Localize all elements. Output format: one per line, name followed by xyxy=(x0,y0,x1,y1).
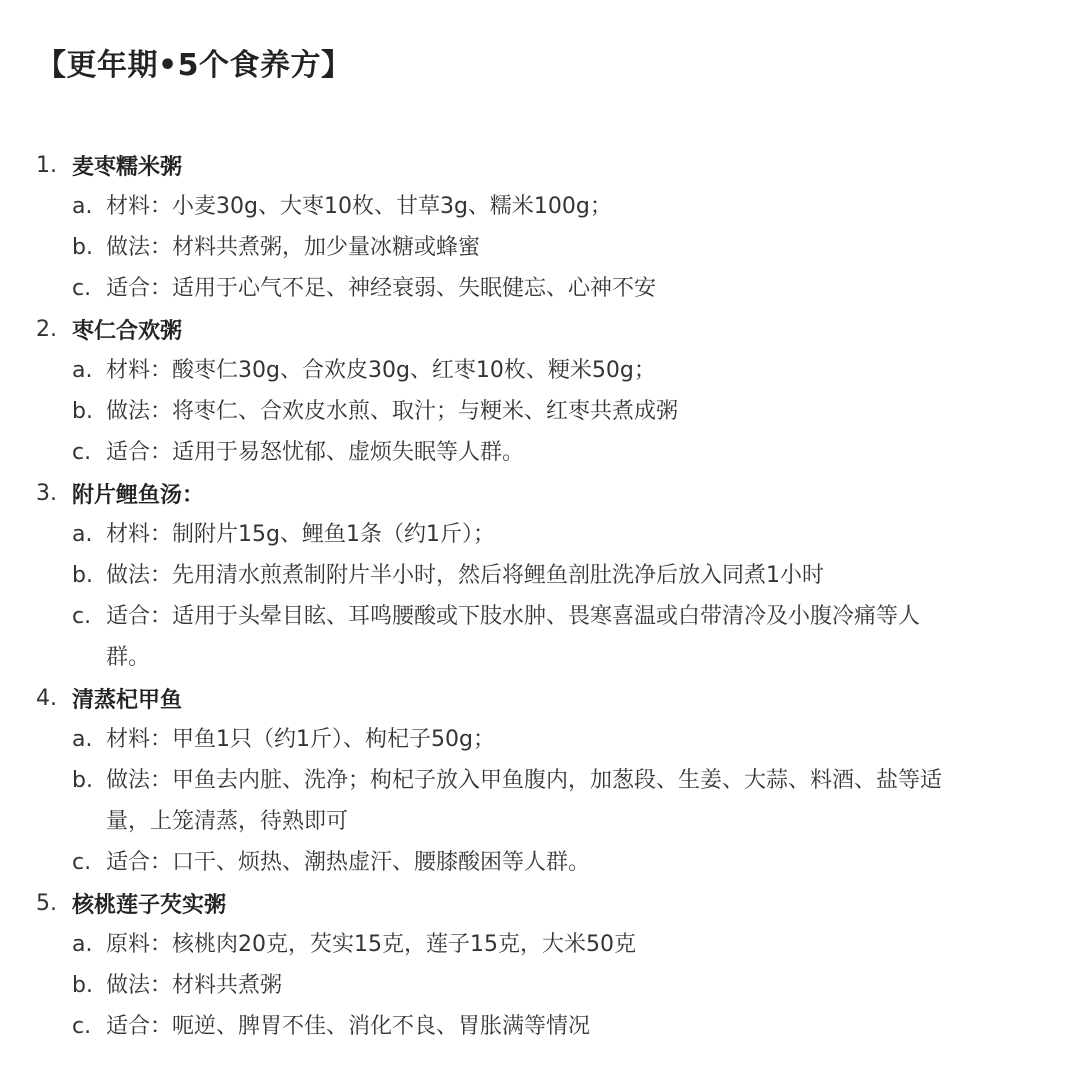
recipe-number: 5. xyxy=(36,891,57,916)
detail-marker: c. xyxy=(72,1014,92,1039)
detail-line: 量，上笼清蒸，待熟即可 xyxy=(106,809,349,834)
detail-line: 材料：甲鱼1只（约1斤）、枸杞子50g； xyxy=(106,727,495,752)
recipe-list xyxy=(36,145,1056,1047)
recipe-item xyxy=(36,145,1056,309)
recipe-detail xyxy=(36,555,1056,596)
detail-line: 适合：口干、烦热、潮热虚汗、腰膝酸困等人群。 xyxy=(106,850,591,875)
detail-marker: b. xyxy=(72,768,93,793)
detail-marker: a. xyxy=(72,932,93,957)
recipe-name: 附片鲤鱼汤： xyxy=(72,483,205,508)
detail-marker: b. xyxy=(72,399,93,424)
recipe-heading xyxy=(36,678,1056,719)
detail-text xyxy=(106,1006,1056,1047)
detail-line: 材料：小麦30g、大枣10枚、甘草3g、糯米100g； xyxy=(106,194,612,219)
detail-marker: a. xyxy=(72,522,93,547)
detail-marker: b. xyxy=(72,563,93,588)
recipe-detail xyxy=(36,268,1056,309)
recipe-heading xyxy=(36,883,1056,924)
detail-text xyxy=(106,596,1056,678)
detail-line: 做法：材料共煮粥 xyxy=(106,973,283,998)
detail-marker: a. xyxy=(72,194,93,219)
recipe-name: 清蒸杞甲鱼 xyxy=(72,688,183,713)
detail-marker: b. xyxy=(72,973,93,998)
recipe-detail xyxy=(36,596,1056,678)
recipe-detail xyxy=(36,1006,1056,1047)
detail-marker: a. xyxy=(72,358,93,383)
recipe-item xyxy=(36,309,1056,473)
detail-line: 材料：制附片15g、鲤鱼1条（约1斤）； xyxy=(106,522,495,547)
recipe-detail xyxy=(36,760,1056,842)
page-title: 【更年期•5个食养方】 xyxy=(36,48,352,83)
recipe-detail-list xyxy=(36,924,1056,1047)
recipe-item xyxy=(36,883,1056,1047)
detail-line: 适合：适用于心气不足、神经衰弱、失眠健忘、心神不安 xyxy=(106,276,657,301)
recipe-detail xyxy=(36,842,1056,883)
detail-text xyxy=(106,719,1056,760)
detail-text xyxy=(106,350,1056,391)
detail-text xyxy=(106,514,1056,555)
detail-line: 做法：先用清水煎煮制附片半小时，然后将鲤鱼剖肚洗净后放入同煮1小时 xyxy=(106,563,824,588)
recipe-name: 麦枣糯米粥 xyxy=(72,155,183,180)
detail-marker: c. xyxy=(72,604,92,629)
detail-text xyxy=(106,186,1056,227)
recipe-item xyxy=(36,678,1056,883)
detail-text xyxy=(106,391,1056,432)
recipe-detail xyxy=(36,432,1056,473)
detail-marker: a. xyxy=(72,727,93,752)
recipe-detail xyxy=(36,924,1056,965)
detail-line: 材料：酸枣仁30g、合欢皮30g、红枣10枚、粳米50g； xyxy=(106,358,656,383)
detail-line: 适合：适用于头晕目眩、耳鸣腰酸或下肢水肿、畏寒喜温或白带清冷及小腹冷痛等人 xyxy=(106,604,921,629)
detail-marker: b. xyxy=(72,235,93,260)
recipe-item xyxy=(36,473,1056,678)
recipe-detail xyxy=(36,186,1056,227)
recipe-name: 核桃莲子芡实粥 xyxy=(72,893,227,918)
detail-text xyxy=(106,227,1056,268)
detail-line: 适合：适用于易怒忧郁、虚烦失眠等人群。 xyxy=(106,440,525,465)
recipe-name: 枣仁合欢粥 xyxy=(72,319,183,344)
recipe-heading xyxy=(36,309,1056,350)
recipe-detail xyxy=(36,719,1056,760)
detail-line: 群。 xyxy=(106,645,151,670)
recipe-detail xyxy=(36,965,1056,1006)
recipe-detail xyxy=(36,391,1056,432)
detail-text xyxy=(106,432,1056,473)
detail-text xyxy=(106,555,1056,596)
recipe-heading xyxy=(36,473,1056,514)
recipe-detail xyxy=(36,350,1056,391)
detail-line: 做法：将枣仁、合欢皮水煎、取汁；与粳米、红枣共煮成粥 xyxy=(106,399,679,424)
detail-line: 适合：呃逆、脾胃不佳、消化不良、胃胀满等情况 xyxy=(106,1014,591,1039)
recipe-number: 1. xyxy=(36,153,57,178)
detail-text xyxy=(106,760,1056,842)
detail-line: 做法：材料共煮粥，加少量冰糖或蜂蜜 xyxy=(106,235,481,260)
detail-line: 做法：甲鱼去内脏、洗净；枸杞子放入甲鱼腹内，加葱段、生姜、大蒜、料酒、盐等适 xyxy=(106,768,943,793)
detail-text xyxy=(106,965,1056,1006)
detail-marker: c. xyxy=(72,276,92,301)
recipe-heading xyxy=(36,145,1056,186)
detail-marker: c. xyxy=(72,440,92,465)
recipe-number: 4. xyxy=(36,686,57,711)
recipe-detail-list xyxy=(36,514,1056,678)
detail-text xyxy=(106,924,1056,965)
recipe-number: 3. xyxy=(36,481,57,506)
recipe-detail xyxy=(36,514,1056,555)
detail-line: 原料：核桃肉20克，芡实15克，莲子15克，大米50克 xyxy=(106,932,636,957)
recipe-detail-list xyxy=(36,350,1056,473)
detail-text xyxy=(106,842,1056,883)
recipe-detail-list xyxy=(36,719,1056,883)
detail-marker: c. xyxy=(72,850,92,875)
recipe-detail-list xyxy=(36,186,1056,309)
recipe-number: 2. xyxy=(36,317,57,342)
detail-text xyxy=(106,268,1056,309)
recipe-detail xyxy=(36,227,1056,268)
